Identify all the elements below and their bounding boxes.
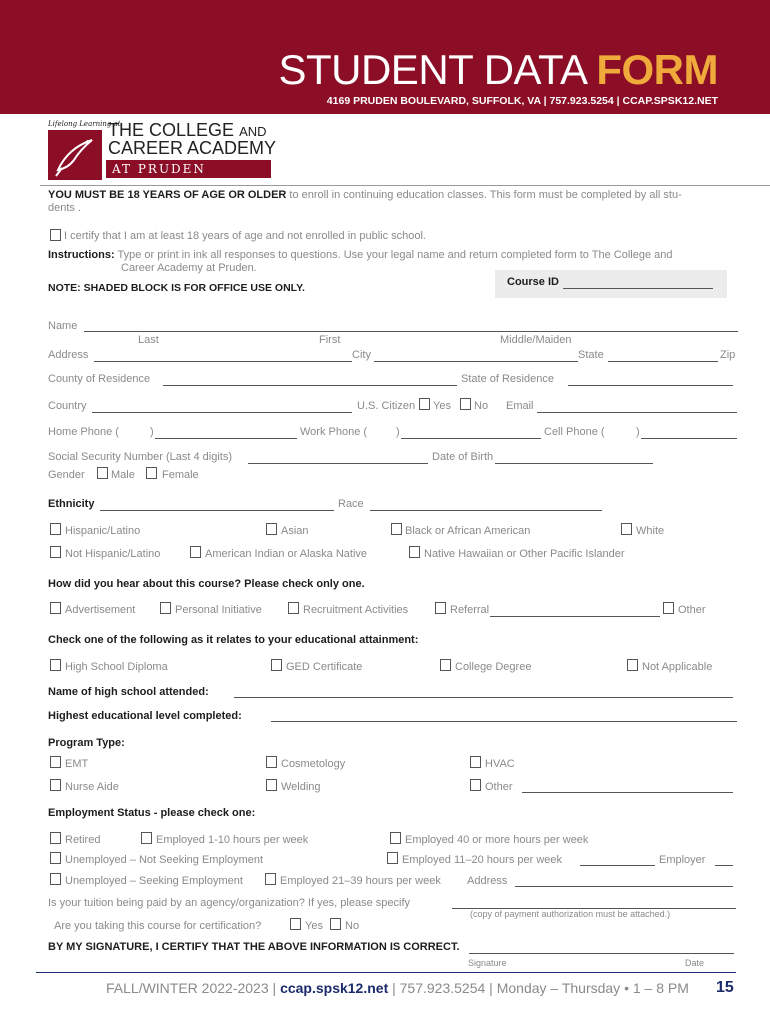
- employed-21-39-checkbox[interactable]: [265, 873, 276, 885]
- footer-text: FALL/WINTER 2022-2023 | ccap.spsk12.net | 757.923.5254 | Monday – Thursday • 1 – 8 PM: [106, 980, 689, 996]
- program-type-label: Program Type:: [48, 737, 125, 749]
- signature-field[interactable]: [469, 953, 734, 954]
- home-phone-close: ): [150, 426, 154, 438]
- form-title: STUDENT DATA FORM: [278, 46, 718, 93]
- referral-checkbox[interactable]: [435, 602, 446, 614]
- hs-diploma-label: High School Diploma: [65, 661, 168, 673]
- citizen-yes-checkbox[interactable]: [419, 398, 430, 410]
- hs-diploma-checkbox[interactable]: [50, 659, 61, 671]
- unemployed-not-seeking-label: Unemployed – Not Seeking Employment: [65, 854, 264, 866]
- hear-question: How did you hear about this course? Please check only one.: [48, 578, 365, 590]
- employer-label: Employer: [659, 854, 706, 866]
- employer-address-label: Address: [467, 875, 508, 887]
- high-school-field[interactable]: [234, 697, 733, 698]
- emt-checkbox[interactable]: [50, 756, 61, 768]
- race-field[interactable]: [370, 510, 602, 511]
- recruitment-label: Recruitment Activities: [303, 604, 409, 616]
- page-number: 15: [716, 979, 734, 996]
- education-question: Check one of the following as it relates to your educational attainment:: [48, 634, 419, 646]
- employment-label: Employment Status - please check one:: [48, 807, 256, 819]
- not-applicable-label: Not Applicable: [642, 661, 713, 673]
- nurse-aide-label: Nurse Aide: [65, 781, 119, 793]
- state-label: State: [578, 349, 604, 361]
- nurse-aide-checkbox[interactable]: [50, 779, 61, 791]
- retired-label: Retired: [65, 834, 101, 846]
- employed-11-20-checkbox[interactable]: [387, 852, 398, 864]
- employed-11-20-field[interactable]: [580, 865, 655, 866]
- hvac-checkbox[interactable]: [470, 756, 481, 768]
- name-label: Name: [48, 320, 78, 332]
- work-phone-label: Work Phone (: [300, 426, 368, 438]
- citizen-no-checkbox[interactable]: [460, 398, 471, 410]
- pacific-islander-checkbox[interactable]: [409, 546, 420, 558]
- certification-yes-checkbox[interactable]: [290, 918, 301, 930]
- ssn-label: Social Security Number (Last 4 digits): [48, 451, 233, 463]
- ethnicity-field[interactable]: [100, 510, 334, 511]
- state-residence-label: State of Residence: [461, 373, 554, 385]
- employed-1-10-checkbox[interactable]: [141, 832, 152, 844]
- signature-statement: BY MY SIGNATURE, I CERTIFY THAT THE ABOVE INFORMATION IS CORRECT.: [48, 941, 460, 953]
- emt-label: EMT: [65, 758, 89, 770]
- gender-label: Gender: [48, 469, 85, 481]
- employer-address-field[interactable]: [515, 886, 733, 887]
- certification-question: Are you taking this course for certification?: [54, 920, 262, 932]
- unemployed-seeking-checkbox[interactable]: [50, 873, 61, 885]
- welding-label: Welding: [281, 781, 321, 793]
- county-field[interactable]: [163, 385, 457, 386]
- email-field[interactable]: [537, 412, 737, 413]
- citizen-label: U.S. Citizen: [357, 400, 416, 412]
- other-program-field[interactable]: [522, 792, 733, 793]
- dob-field[interactable]: [495, 463, 653, 464]
- american-indian-checkbox[interactable]: [190, 546, 201, 558]
- instructions: Instructions: Type or print in ink all responses to questions. Use your legal name and return completed form to The College and: [48, 249, 673, 261]
- employed-40-checkbox[interactable]: [390, 832, 401, 844]
- gender-male-label: Male: [111, 469, 135, 481]
- address-field[interactable]: [94, 361, 352, 362]
- academy-logo: [48, 118, 278, 180]
- other-program-label: Other: [485, 781, 513, 793]
- work-phone-close: ): [396, 426, 400, 438]
- referral-field[interactable]: [490, 616, 660, 617]
- recruitment-checkbox[interactable]: [288, 602, 299, 614]
- signature-caption: Signature: [468, 958, 507, 968]
- logo-line-3: AT PRUDEN: [106, 160, 271, 178]
- county-label: County of Residence: [48, 373, 151, 385]
- not-hispanic-checkbox[interactable]: [50, 546, 61, 558]
- certification-no-label: No: [345, 920, 360, 932]
- ged-label: GED Certificate: [286, 661, 363, 673]
- name-middle-caption: Middle/Maiden: [500, 334, 572, 346]
- not-hispanic-label: Not Hispanic/Latino: [65, 548, 161, 560]
- cosmetology-label: Cosmetology: [281, 758, 346, 770]
- address-label: Address: [48, 349, 89, 361]
- home-phone-label: Home Phone (: [48, 426, 119, 438]
- other-source-label: Other: [678, 604, 706, 616]
- hispanic-label: Hispanic/Latino: [65, 525, 141, 537]
- cell-phone-close: ): [636, 426, 640, 438]
- name-first-caption: First: [319, 334, 341, 346]
- city-label: City: [352, 349, 371, 361]
- dob-label: Date of Birth: [432, 451, 494, 463]
- country-label: Country: [48, 400, 87, 412]
- employed-1-10-label: Employed 1-10 hours per week: [156, 834, 309, 846]
- personal-initiative-label: Personal Initiative: [175, 604, 262, 616]
- high-school-label: Name of high school attended:: [48, 686, 209, 698]
- bird-feather-icon: [48, 130, 102, 180]
- black-checkbox[interactable]: [391, 523, 402, 535]
- name-last-caption: Last: [138, 334, 159, 346]
- certification-yes-label: Yes: [305, 920, 323, 932]
- tuition-question: Is your tuition being paid by an agency/organization? If yes, please specify: [48, 897, 411, 909]
- advertisement-label: Advertisement: [65, 604, 136, 616]
- office-note: NOTE: SHADED BLOCK IS FOR OFFICE USE ONLY.: [48, 282, 305, 294]
- other-program-checkbox[interactable]: [470, 779, 481, 791]
- name-field[interactable]: [84, 331, 738, 332]
- retired-checkbox[interactable]: [50, 832, 61, 844]
- highest-level-field[interactable]: [271, 721, 737, 722]
- date-caption: Date: [685, 958, 705, 968]
- citizen-no-label: No: [474, 400, 489, 412]
- gender-male-checkbox[interactable]: [97, 467, 108, 479]
- not-applicable-checkbox[interactable]: [627, 659, 638, 671]
- email-label: Email: [506, 400, 534, 412]
- employed-40-label: Employed 40 or more hours per week: [405, 834, 589, 846]
- college-degree-label: College Degree: [455, 661, 532, 673]
- race-label: Race: [338, 498, 364, 510]
- ged-checkbox[interactable]: [271, 659, 282, 671]
- pacific-islander-label: Native Hawaiian or Other Pacific Islander: [424, 548, 625, 560]
- intro-text-2: dents .: [48, 202, 82, 214]
- work-phone-field[interactable]: [401, 438, 541, 439]
- contact-line: 4169 PRUDEN BOULEVARD, SUFFOLK, VA | 757.923.5254 | CCAP.SPSK12.NET: [326, 95, 718, 107]
- city-field[interactable]: [374, 361, 578, 362]
- cell-phone-label: Cell Phone (: [544, 426, 605, 438]
- certification-no-checkbox[interactable]: [330, 918, 341, 930]
- citizen-yes-label: Yes: [433, 400, 451, 412]
- zip-label: Zip: [720, 349, 736, 361]
- tuition-note: (copy of payment authorization must be attached.): [470, 909, 671, 919]
- logo-tagline: Lifelong Learning at: [48, 120, 121, 128]
- logo-line-1: THE COLLEGE AND: [108, 120, 267, 140]
- unemployed-seeking-label: Unemployed – Seeking Employment: [65, 875, 243, 887]
- unemployed-not-seeking-checkbox[interactable]: [50, 852, 61, 864]
- personal-initiative-checkbox[interactable]: [160, 602, 171, 614]
- instructions-2: Career Academy at Pruden.: [121, 262, 257, 274]
- employed-11-20-label: Employed 11–20 hours per week: [402, 854, 563, 866]
- black-label: Black or African American: [405, 525, 531, 537]
- logo-line-2: CAREER ACADEMY: [108, 138, 277, 158]
- course-id-field[interactable]: [563, 288, 713, 289]
- employer-field[interactable]: [715, 865, 733, 866]
- cell-phone-field[interactable]: [641, 438, 737, 439]
- college-degree-checkbox[interactable]: [440, 659, 451, 671]
- advertisement-checkbox[interactable]: [50, 602, 61, 614]
- white-checkbox[interactable]: [621, 523, 632, 535]
- welding-checkbox[interactable]: [266, 779, 277, 791]
- age-certify-label: I certify that I am at least 18 years of age and not enrolled in public school.: [64, 230, 426, 242]
- gender-female-label: Female: [162, 469, 199, 481]
- other-source-checkbox[interactable]: [663, 602, 674, 614]
- referral-label: Referral: [450, 604, 490, 616]
- intro-text: YOU MUST BE 18 YEARS OF AGE OR OLDER to enroll in continuing education classes. This form must be completed by all stu-: [48, 189, 682, 201]
- highest-level-label: Highest educational level completed:: [48, 710, 242, 722]
- ethnicity-label: Ethnicity: [48, 498, 95, 510]
- asian-label: Asian: [281, 525, 309, 537]
- home-phone-field[interactable]: [155, 438, 297, 439]
- hvac-label: HVAC: [485, 758, 515, 770]
- cosmetology-checkbox[interactable]: [266, 756, 277, 768]
- state-residence-field[interactable]: [568, 385, 733, 386]
- asian-checkbox[interactable]: [266, 523, 277, 535]
- header-banner: [0, 0, 770, 114]
- country-field[interactable]: [92, 412, 352, 413]
- ssn-field[interactable]: [248, 463, 428, 464]
- american-indian-label: American Indian or Alaska Native: [205, 548, 368, 560]
- age-certify-checkbox[interactable]: [50, 229, 61, 241]
- employed-21-39-label: Employed 21–39 hours per week: [280, 875, 441, 887]
- hispanic-checkbox[interactable]: [50, 523, 61, 535]
- footer-rule: [36, 972, 736, 973]
- gender-female-checkbox[interactable]: [146, 467, 157, 479]
- divider: [40, 185, 770, 186]
- state-field[interactable]: [608, 361, 718, 362]
- course-id-label: Course ID: [507, 276, 559, 288]
- footer-website[interactable]: ccap.spsk12.net: [280, 980, 389, 996]
- white-label: White: [636, 525, 665, 537]
